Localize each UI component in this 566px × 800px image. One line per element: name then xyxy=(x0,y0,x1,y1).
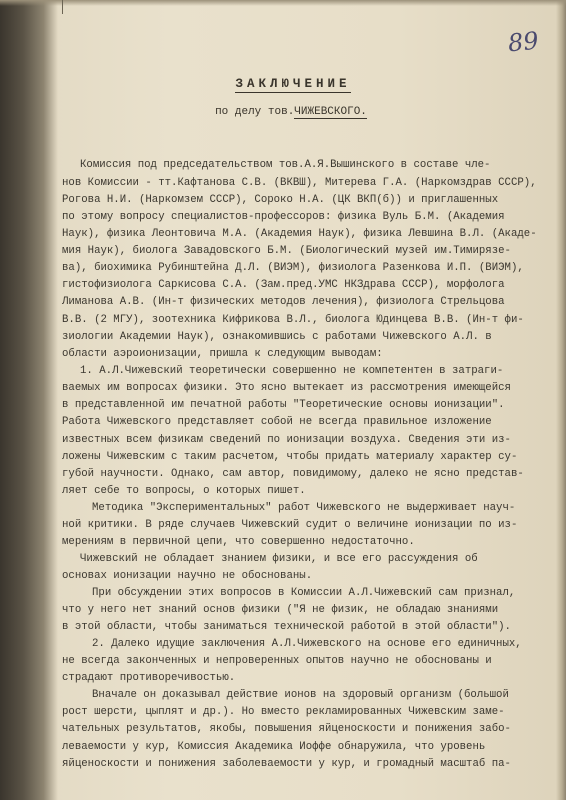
text-line: Рогова Н.И. (Наркомзем СССР), Сороко Н.А. (ЦК ВКП(б)) и приглашенных xyxy=(62,194,499,206)
text-line: нов Комиссии - тт.Кафтанова С.В. (ВКВШ), Митерева Г.А. (Наркомздрав СССР), xyxy=(62,177,537,189)
text-line: Методика "Экспериментальных" работ Чижевского не выдерживает науч- xyxy=(92,502,516,514)
text-line: что у него нет знаний основ физики ("Я не физик, не обладаю знаниями xyxy=(62,604,499,616)
title-text: ЗАКЛЮЧЕНИЕ xyxy=(235,77,351,91)
text-line: страдают противоречивостью. xyxy=(62,672,236,684)
text-line: 1. А.Л.Чижевский теоретически совершенно не компетентен в затраги- xyxy=(80,365,504,377)
text-line: В.В. (2 МГУ), зоотехника Кифрикова В.Л., биолога Юдинцева В.В. (Ин-т фи- xyxy=(62,314,524,326)
text-line: мерениям в первичной цепи, что совершенно недостаточно. xyxy=(62,536,415,548)
subtitle-name: ЧИЖЕВСКОГО. xyxy=(294,106,367,118)
text-line: не всегда законченных и непроверенных опытов научно не обоснованы и xyxy=(62,655,492,667)
text-line: леваемости у кур, Комиссия Академика Иоффе обнаружила, что уровень xyxy=(62,741,486,753)
text-line: гистофизиолога Саркисова С.А. (Зам.пред.УМС НКЗдрава СССР), морфолога xyxy=(62,279,505,291)
text-line: ва), биохимика Рубинштейна Д.Л. (ВИЭМ), физиолога Разенкова И.П. (ВИЭМ), xyxy=(62,262,524,274)
text-line: ной критики. В ряде случаев Чижевский судит о величине ионизации по из- xyxy=(62,519,518,531)
text-line: яйценоскости и понижения заболеваемости у кур, и громадный масштаб па- xyxy=(62,758,511,770)
document-subtitle xyxy=(0,106,566,118)
subtitle-prefix: по делу тов. xyxy=(215,106,295,118)
text-line: чательных результатов, якобы, повышения яйценоскости и понижения забо- xyxy=(62,723,511,735)
text-line: Комиссия под председательством тов.А.Я.Вышинского в составе чле- xyxy=(80,159,491,171)
text-line: в этой области, чтобы заниматься технической работой в этой области"). xyxy=(62,621,511,633)
text-line: ляет себе то вопросы, о которых пишет. xyxy=(62,485,306,497)
text-line: Лиманова А.В. (Ин-т физических методов лечения), физиолога Стрельцова xyxy=(62,296,505,308)
handwritten-page-number: 89 xyxy=(506,26,540,58)
text-line: Наук), физика Леонтовича М.А. (Академия Наук), физика Левшина В.Л. (Акаде- xyxy=(62,228,537,240)
text-line: Работа Чижевского представляет собой не всегда правильное изложение xyxy=(62,416,492,428)
text-line: области аэроионизации, пришла к следующим выводам: xyxy=(62,348,383,360)
top-edge-shadow xyxy=(0,0,566,6)
text-line: ложены Чижевским с таким расчетом, чтобы придать материалу характер су- xyxy=(62,451,518,463)
text-line: в представленной им печатной работы "Теоретические основы ионизации". xyxy=(62,399,505,411)
text-line: зиологии Академии Наук), ознакомившись с работами Чижевского А.Л. в xyxy=(62,331,492,343)
text-line: ваемых им вопросах физики. Это ясно вытекает из рассмотрения имеющейся xyxy=(62,382,511,394)
text-line: основах ионизации научно не обоснованы. xyxy=(62,570,313,582)
text-line: губой научности. Однако, сам автор, повидимому, далеко не ясно представ- xyxy=(62,468,524,480)
text-line: 2. Далеко идущие заключения А.Л.Чижевского на основе его единичных, xyxy=(92,638,522,650)
document-title xyxy=(0,77,566,91)
text-line: по этому вопросу специалистов-профессоров: физика Вуль Б.М. (Академия xyxy=(62,211,505,223)
text-line: известных всем физикам сведений по ионизации воздуха. Сведения эти из- xyxy=(62,434,511,446)
text-line: При обсуждении этих вопросов в Комиссии А.Л.Чижевский сам признал, xyxy=(92,587,516,599)
text-line: Чижевский не обладает знанием физики, и все его рассуждения об xyxy=(80,553,478,565)
margin-mark xyxy=(62,0,63,14)
text-line: Вначале он доказывал действие ионов на здоровый организм (большой xyxy=(92,689,509,701)
text-line: рост шерсти, цыплят и др.). Но вместо рекламированных Чижевским заме- xyxy=(62,706,505,718)
text-line: мия Наук), биолога Завадовского Б.М. (Биологический музей им.Тимирязе- xyxy=(62,245,511,257)
body-text xyxy=(0,150,566,800)
